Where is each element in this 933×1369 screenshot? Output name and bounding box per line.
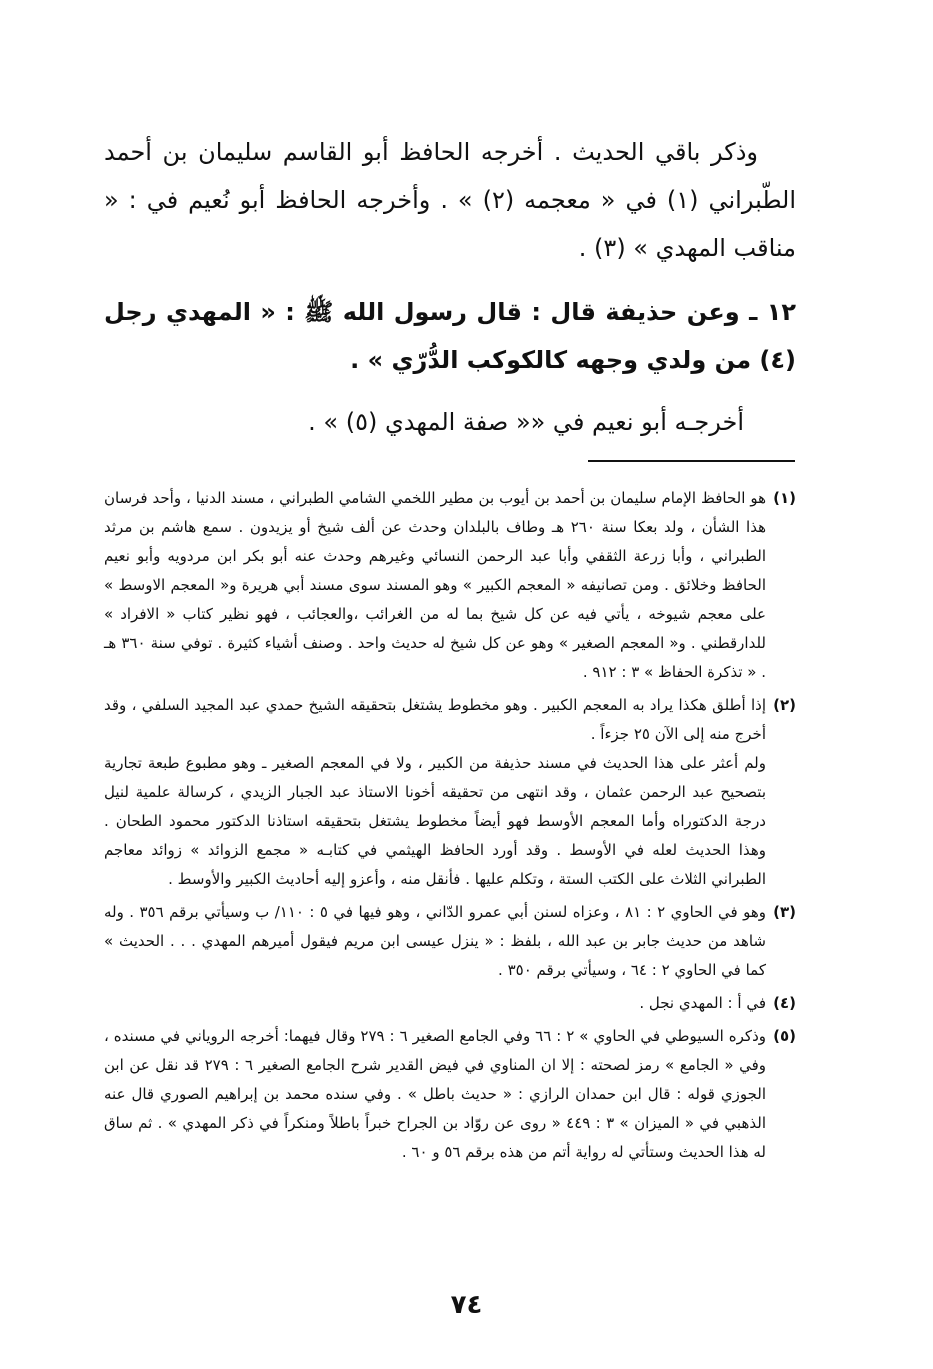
footnote-text-continued: ولم أعثر على هذا الحديث في مسند حذيفة من الكبير ، ولا في المعجم الصغير ـ وهو مطبوع طبعة تجارية بتصحيح عبد الرحمن عثمان ، وقد انتهى من تحقيقه أخونا الاستاذ عبد الجبار الزيدي ، كرسالة علمية لنيل درجة الدكتوراه وأما المعجم الأوسط فهو أيضاً مخطوط يشتغل بتحقيقه استاذنا الدكتور محمود الطحان . وهذا الحديث لعله في الأوسط . وقد أورد الحافظ الهيثمي في كتابـه « مجمع الزوائد » زوائد معاجم الطبراني الثلاث على الكتب الستة ، وتكلم عليها . فأنقل منه ، وأعزو إليه أحاديث الكبير والأوسط .	[104, 754, 766, 888]
main-paragraph-1-text: وذكر باقي الحديث . أخرجه الحافظ أبو القاسم سليمان بن أحمد الطّبراني (١) في « معجمه (٢) » . وأخرجه الحافظ أبو نُعيم في : « مناقب المهدي » (٣) .	[104, 138, 796, 262]
footnote-text: في أ : المهدي نجل .	[639, 994, 766, 1012]
main-paragraph-2-text: ١٢ ـ وعن حذيفة قال : قال رسول الله ﷺ : « المهدي رجل (٤) من ولدي وجهه كالكوكب الدُّرّي » .	[104, 298, 796, 374]
footnote-text: وذكره السيوطي في الحاوي » ٢ : ٦٦ وفي الجامع الصغير ٦ : ٢٧٩ وقال فيهما: أخرجه الروياني في مسنده ، وفي « الجامع » رمز لصحته : إلا ان المناوي في فيض القدير شرح الجامع الصغير ٦ : ٢٧٩ قد نقل عن ابن الجوزي قوله : قال ابن حمدان الرازي : « حديث باطل » . وفي سنده محمد بن إبراهيم الصوري قال عنه الذهبي في « الميزان » ٣ : ٤٤٩ « روى عن روّاد بن الجراح خبراً باطلاً ومنكراً في ذكر المهدي » . ثم ساق له هذا الحديث وستأتي له رواية أتم من هذه برقم ٥٦ و ٦٠ .	[104, 1027, 767, 1161]
footnote-text: هو الحافظ الإمام سليمان بن أحمد بن أيوب بن مطير اللخمي الشامي الطبراني ، مسند الدنيا ، وأحد فرسان هذا الشأن ، ولد بعكا سنة ٢٦٠ هـ وطاف بالبلدان وحدث عن ألف شيخ أو يزيدون . سمع هاشم بن مرثد الطبراني ، وأبا زرعة الثقفي وأبا عبد الرحمن النسائي وغيرهم وحدث عنه أبو بكر ابن مردويه وأبو نعيم الحافظ وخلائق . ومن تصانيفه « المعجم الكبير » وهو المسند سوى مسند أبي هريرة و« المعجم الاوسط » على معجم شيوخه ، يأتي فيه عن كل شيخ بما له من الغرائب ،والعجائب ، فهو نظير كتاب « الافراد » للدارقطني . و« المعجم الصغير » وهو عن كل شيخ له حديث واحد . وصنف أشياء كثيرة . توفي سنة ٣٦٠ هـ . « تذكرة الحفاظ » ٣ : ٩١٢ .	[104, 489, 766, 681]
footnote-number: (١)	[773, 489, 796, 507]
main-paragraph-2	[104, 288, 796, 384]
footnote-4	[104, 989, 796, 1018]
footnote-text: وهو في الحاوي ٢ : ٨١ ، وعزاه لسنن أبي عمرو الدّاني ، وهو فيها في ٥ : ١١٠/ ب وسيأتي برقم ٣٥٦ . وله شاهد من حديث جابر بن عبد الله ، بلفظ : « ينزل عيسى ابن مريم فيقول أميرهم المهدي . . . الحديث » كما في الحاوي ٢ : ٦٤ ، وسيأتي برقم ٣٥٠ .	[104, 903, 767, 979]
footnote-number: (٢)	[773, 696, 796, 714]
main-paragraph-3-text: أخرجـه أبو نعيم في «« صفة المهدي (٥) » .	[308, 408, 744, 436]
main-paragraph-3	[104, 402, 796, 442]
footnote-text: إذا أطلق هكذا يراد به المعجم الكبير . وهو مخطوط يشتغل بتحقيقه الشيخ حمدي عبد المجيد السلفي ، وقد أخرج منه إلى الآن ٢٥ جزءاً .	[104, 696, 766, 743]
footnote-2	[104, 691, 796, 894]
footnote-1	[104, 484, 796, 687]
footnote-3	[104, 898, 796, 985]
footnote-number: (٥)	[773, 1027, 796, 1045]
footnote-separator-rule	[588, 460, 795, 462]
footnotes-section	[104, 484, 796, 1171]
footnote-5	[104, 1022, 796, 1167]
footnote-number: (٣)	[773, 903, 796, 921]
page-number: ٧٤	[450, 1290, 483, 1320]
main-paragraph-1	[104, 128, 796, 272]
footnote-number: (٤)	[773, 994, 796, 1012]
